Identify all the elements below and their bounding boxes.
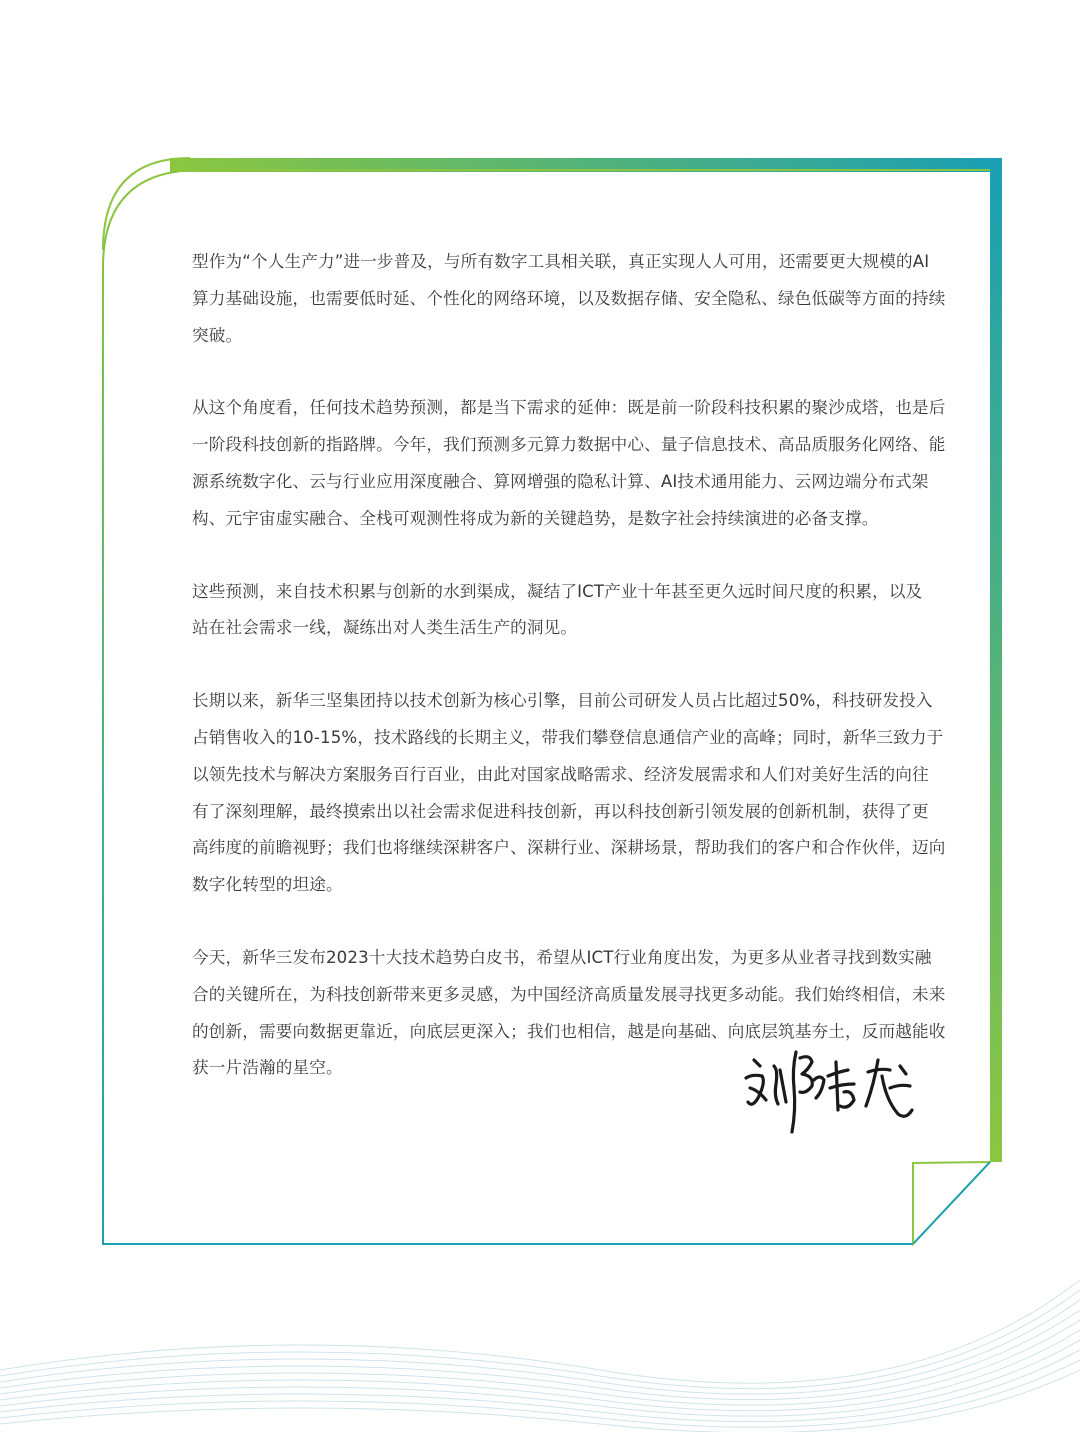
frame-right-band	[990, 158, 1002, 1162]
paragraph-2	[192, 390, 946, 537]
text-line: 数字化转型的坦途。	[192, 875, 343, 895]
text-line: 今天，新华三发布2023十大技术趋势白皮书，希望从ICT行业角度出发，为更多从业者寻找到数实融	[192, 947, 932, 967]
text-line: 从这个角度看，任何技术趋势预测，都是当下需求的延伸：既是前一阶段科技积累的聚沙成塔，也是后	[192, 398, 946, 418]
text-line: 占销售收入的10-15%，技术路线的长期主义，带我们攀登信息通信产业的高峰；同时，新华三致力于	[192, 727, 944, 747]
text-line: 长期以来，新华三坚集团持以技术创新为核心引擎，目前公司研发人员占比超过50%，科技研发投入	[192, 691, 933, 711]
paragraph-1	[192, 244, 946, 354]
text-line: 构、元宇宙虚实融合、全栈可观测性将成为新的关键趋势，是数字社会持续演进的必备支撑。	[192, 508, 879, 528]
text-line: 一阶段科技创新的指路牌。今年，我们预测多元算力数据中心、量子信息技术、高品质服务化网络、能	[192, 435, 946, 455]
text-line: 高纬度的前瞻视野；我们也将继续深耕客户、深耕行业、深耕场景，帮助我们的客户和合作伙伴，迈向	[192, 838, 946, 858]
text-line: 站在社会需求一线，凝练出对人类生活生产的洞见。	[192, 618, 578, 638]
paragraph-3	[192, 574, 923, 648]
text-line: 以领先技术与解决方案服务百行百业，由此对国家战略需求、经济发展需求和人们对美好生活的向往	[192, 764, 929, 784]
decorative-waves	[0, 1250, 1080, 1432]
text-line: 获一片浩瀚的星空。	[192, 1058, 343, 1078]
text-line: 的创新，需要向数据更靠近，向底层更深入；我们也相信，越是向基础、向底层筑基夯土，反而越能收	[192, 1021, 946, 1041]
paragraph-4	[192, 683, 946, 904]
text-line: 型作为“个人生产力”进一步普及，与所有数字工具相关联，真正实现人人可用，还需要更大规模的AI	[192, 252, 930, 271]
handwritten-signature	[740, 1040, 930, 1150]
letter-body	[192, 244, 946, 1123]
text-line: 合的关键所在，为科技创新带来更多灵感，为中国经济高质量发展寻找更多动能。我们始终相信，未来	[192, 984, 946, 1004]
text-line: 源系统数字化、云与行业应用深度融合、算网增强的隐私计算、AI技术通用能力、云网边端分布式架	[192, 471, 929, 491]
text-line: 突破。	[192, 325, 243, 345]
text-line: 有了深刻理解，最终摸索出以社会需求促进科技创新，再以科技创新引领发展的创新机制，获得了更	[192, 801, 929, 821]
text-line: 算力基础设施，也需要低时延、个性化的网络环境，以及数据存储、安全隐私、绿色低碳等方面的持续	[192, 288, 946, 308]
text-line: 这些预测，来自技术积累与创新的水到渠成，凝结了ICT产业十年甚至更久远时间尺度的积累，以及	[192, 581, 923, 601]
